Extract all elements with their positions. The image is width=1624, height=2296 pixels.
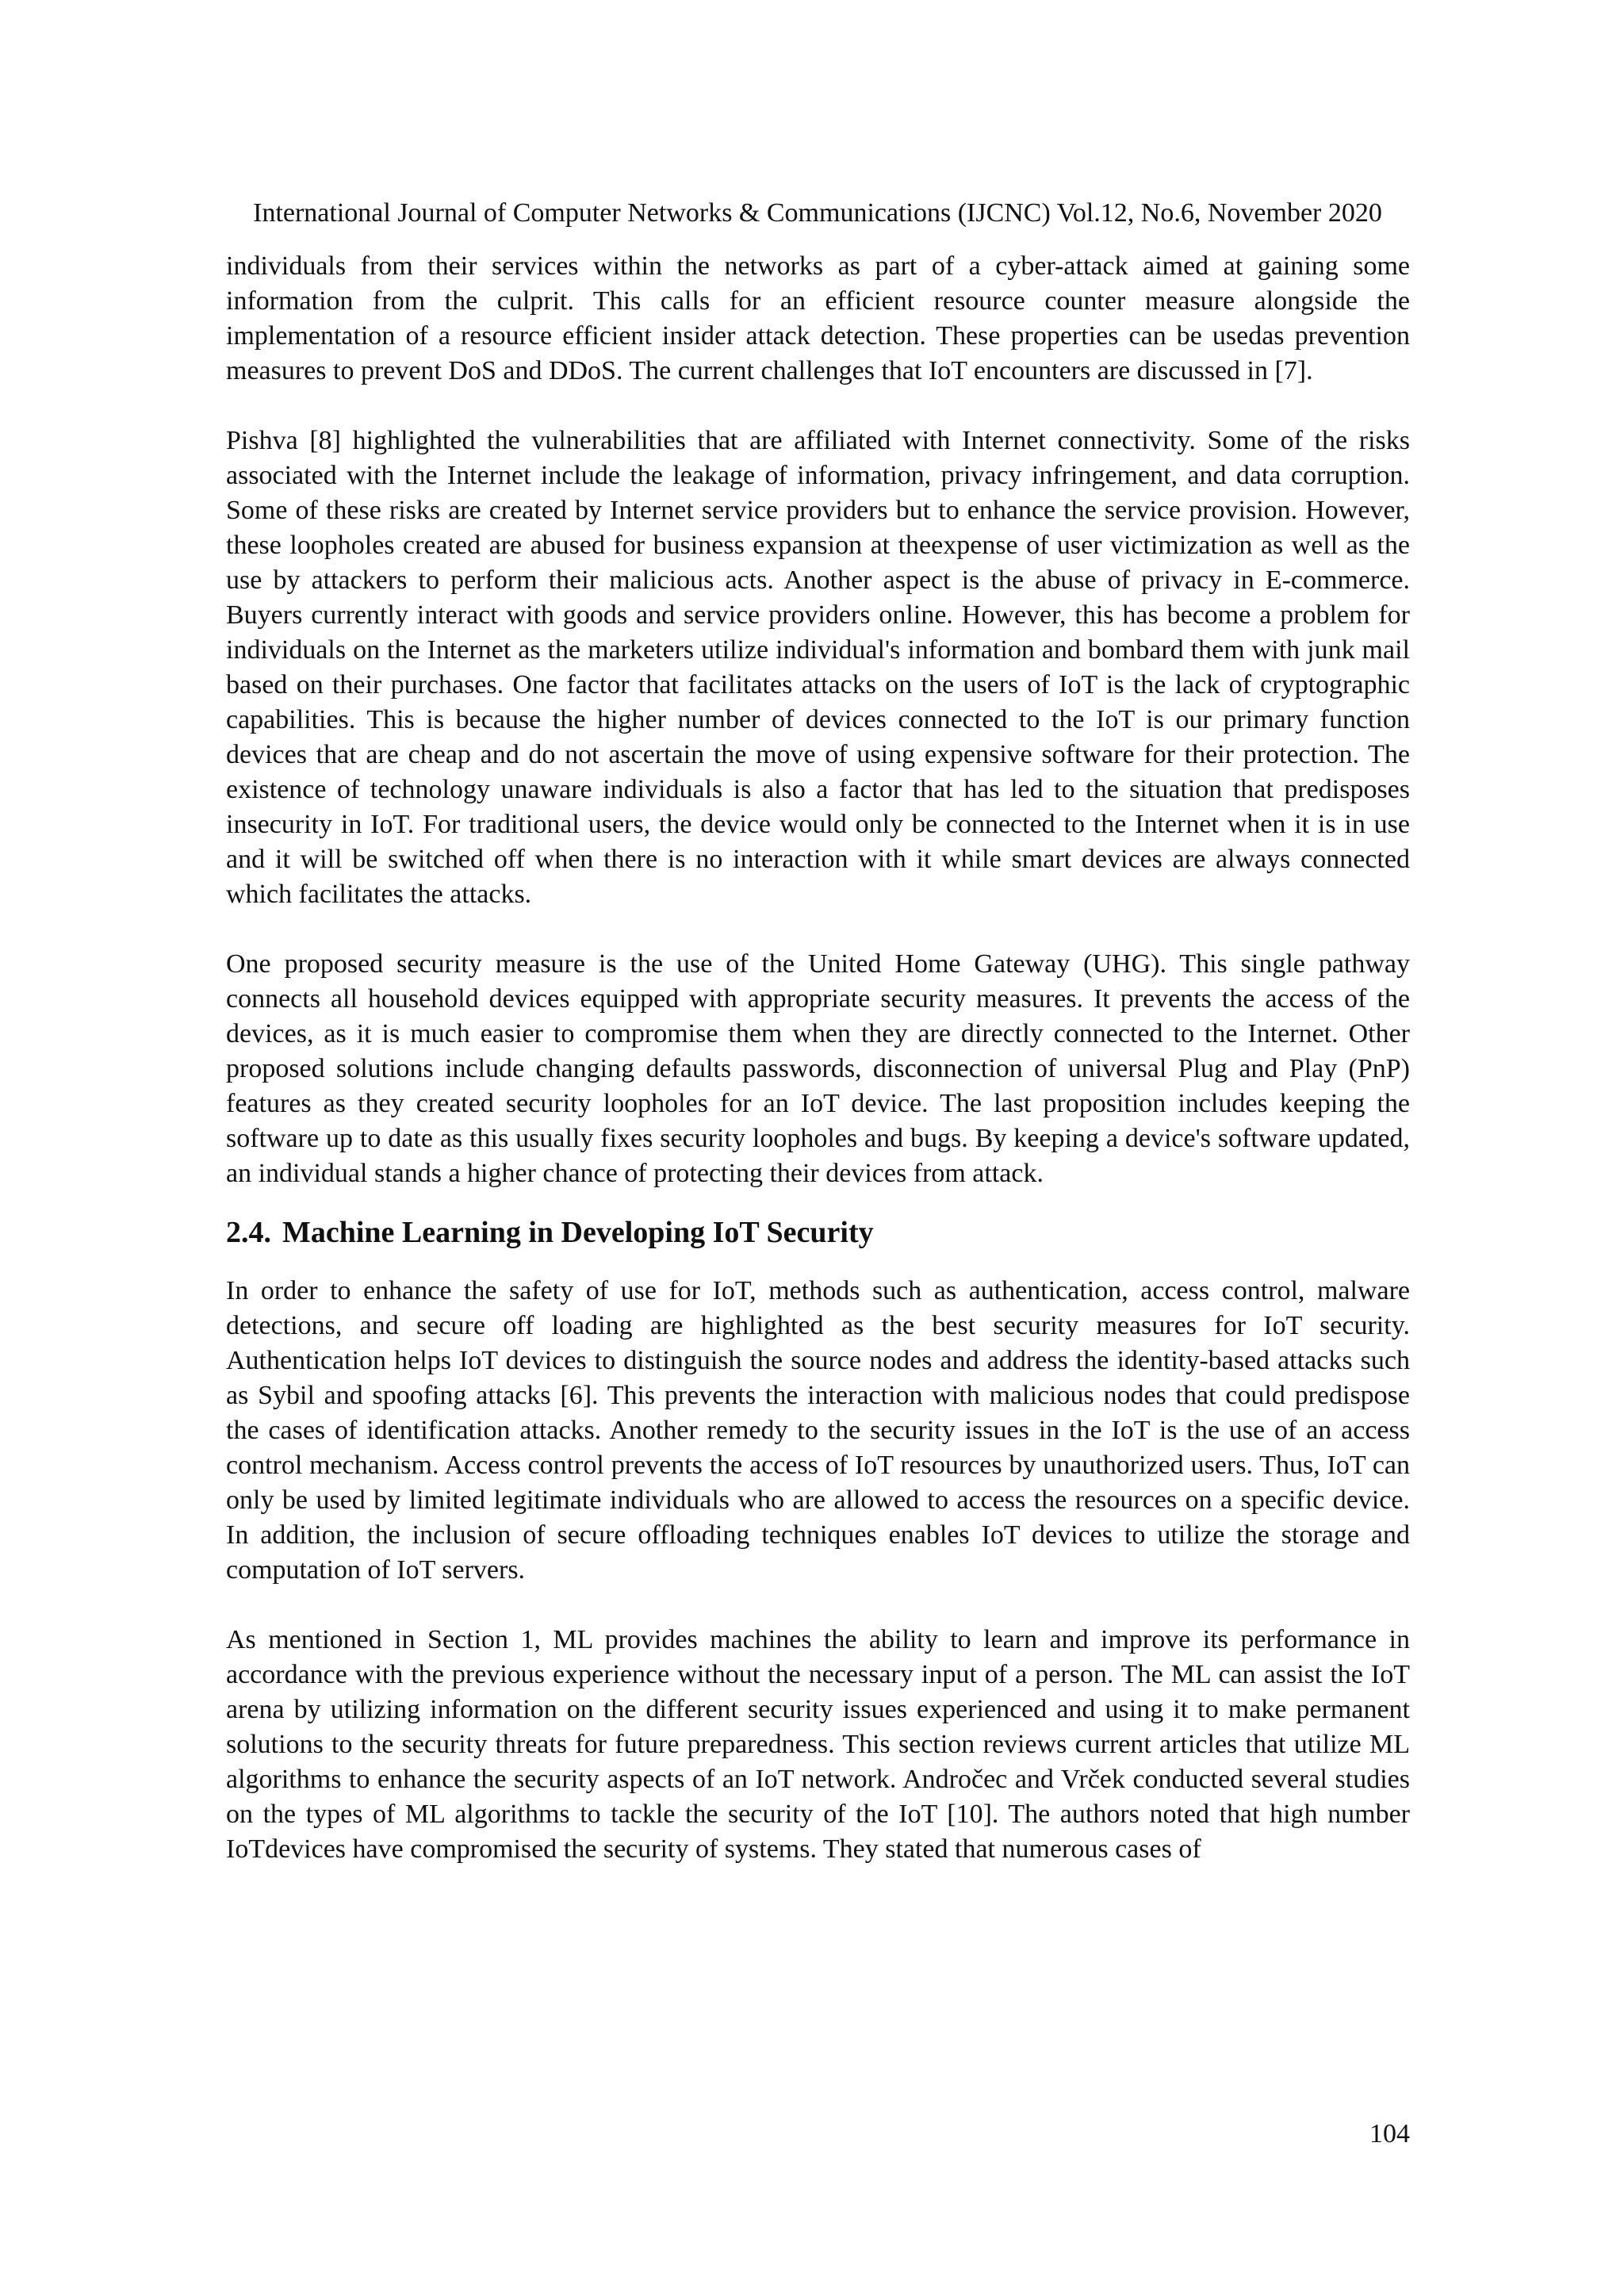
paragraph-intro-2: Pishva [8] highlighted the vulnerabilities that are affiliated with Internet connectivity. Some of the risks associated with the Internet include the leakage of information, privacy infringement, and data corruption. Some of these risks are created by Internet service providers but to enhance the service provision. However, these loopholes created are abused for business expansion at theexpense of user victimization as well as the use by attackers to perform their malicious acts. Another aspect is the abuse of privacy in E-commerce. Buyers currently interact with goods and service providers online. However, this has become a problem for individuals on the Internet as the marketers utilize individual's information and bombard them with junk mail based on their purchases. One factor that facilitates attacks on the users of IoT is the lack of cryptographic capabilities. This is because the higher number of devices connected to the IoT is our primary function devices that are cheap and do not ascertain the move of using expensive software for their protection. The existence of technology unaware individuals is also a factor that has led to the situation that predisposes insecurity in IoT. For traditional users, the device would only be connected to the Internet when it is in use and it will be switched off when there is no interaction with it while smart devices are always connected which facilitates the attacks.: [226, 426, 1410, 909]
paragraph-gap: [226, 389, 1410, 424]
running-header: International Journal of Computer Networks & Communications (IJCNC) Vol.12, No.6, November 2020: [253, 198, 1382, 228]
body-text: [226, 249, 1410, 1867]
section-number: 2.4.: [226, 1216, 271, 1249]
paragraph-section-1: In order to enhance the safety of use for IoT, methods such as authentication, access control, malware detections, and secure off loading are highlighted as the best security measures for IoT security. Authentication helps IoT devices to distinguish the source nodes and address the identity-based attacks such as Sybil and spoofing attacks [6]. This prevents the interaction with malicious nodes that could predispose the cases of identification attacks. Another remedy to the security issues in the IoT is the use of an access control mechanism. Access control prevents the access of IoT resources by unauthorized users. Thus, IoT can only be used by limited legitimate individuals who are allowed to access the resources on a specific device. In addition, the inclusion of secure offloading techniques enables IoT devices to utilize the storage and computation of IoT servers.: [226, 1276, 1410, 1585]
section-title: Machine Learning in Developing IoT Security: [282, 1216, 874, 1249]
page-number: 104: [1369, 2119, 1410, 2148]
section-heading: [226, 1191, 1410, 1274]
paragraph-gap: [226, 1588, 1410, 1623]
paragraph-gap: [226, 912, 1410, 947]
paragraph-section-2: As mentioned in Section 1, ML provides machines the ability to learn and improve its performance in accordance with the previous experience without the necessary input of a person. The ML can assist the IoT arena by utilizing information on the different security issues experienced and using it to make permanent solutions to the security threats for future preparedness. This section reviews current articles that utilize ML algorithms to enhance the security aspects of an IoT network. Andročec and Vrček conducted several studies on the types of ML algorithms to tackle the security of the IoT [10]. The authors noted that high number IoTdevices have compromised the security of systems. They stated that numerous cases of: [226, 1625, 1410, 1864]
paragraph-intro-3: One proposed security measure is the use of the United Home Gateway (UHG). This single pathway connects all household devices equipped with appropriate security measures. It prevents the access of the devices, as it is much easier to compromise them when they are directly connected to the Internet. Other proposed solutions include changing defaults passwords, disconnection of universal Plug and Play (PnP) features as they created security loopholes for an IoT device. The last proposition includes keeping the software up to date as this usually fixes security loopholes and bugs. By keeping a device's software updated, an individual stands a higher chance of protecting their devices from attack.: [226, 949, 1410, 1188]
paragraph-intro-1: individuals from their services within the networks as part of a cyber-attack aimed at gaining some information from the culprit. This calls for an efficient resource counter measure alongside the implementation of a resource efficient insider attack detection. These properties can be usedas prevention measures to prevent DoS and DDoS. The current challenges that IoT encounters are discussed in [7].: [226, 251, 1410, 385]
